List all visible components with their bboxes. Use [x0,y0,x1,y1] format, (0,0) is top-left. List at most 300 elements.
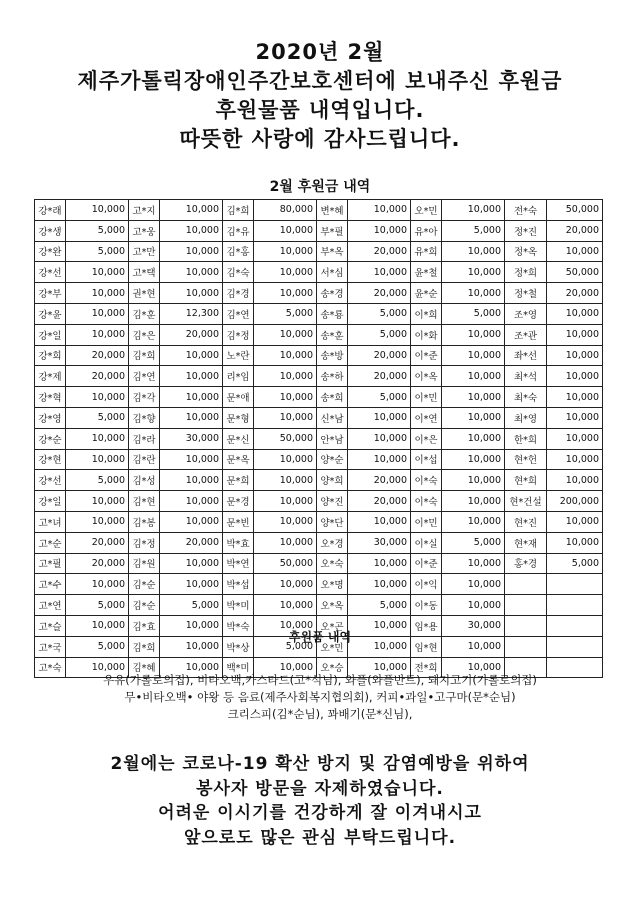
donor-name-cell: 임*현 [411,636,442,657]
donor-name-cell: 문*빈 [223,511,254,532]
donor-name-cell: 고*수 [35,574,66,595]
donation-amount-cell: 10,000 [66,262,129,283]
donor-name-cell: 강*선 [35,262,66,283]
donor-name-cell: 고*택 [129,262,160,283]
donation-amount-cell: 10,000 [160,262,223,283]
donation-amount-cell: 10,000 [160,553,223,574]
donor-name-cell: 고*녀 [35,511,66,532]
donor-name-cell: 부*옥 [317,241,348,262]
donor-name-cell: 강*부 [35,283,66,304]
donation-amount-cell: 10,000 [442,387,505,408]
donation-amount-cell: 10,000 [66,387,129,408]
donor-name-cell: 이*실 [411,532,442,553]
donation-amount-cell: 20,000 [160,324,223,345]
donation-amount-cell: 5,000 [66,470,129,491]
donor-name-cell: 강*일 [35,324,66,345]
donor-name-cell: 송*방 [317,345,348,366]
donation-amount-cell: 10,000 [160,636,223,657]
donor-name-cell: 최*숙 [505,387,547,408]
donation-amount-cell: 10,000 [160,449,223,470]
donation-amount-cell: 50,000 [547,200,603,221]
donor-name-cell: 강*영 [35,407,66,428]
donor-name-cell: 문*형 [223,407,254,428]
table-row [35,407,603,428]
donation-amount-cell: 10,000 [254,657,317,678]
donation-amount-cell: 10,000 [66,511,129,532]
goods-line: 무•비타오백• 야왕 등 음료(제주사회복지협의회), 커피•과일•고구마(문*순님) [124,690,516,704]
message-line: 봉사자 방문을 자제하였습니다. [196,778,444,799]
donation-amount-cell: 10,000 [442,449,505,470]
donor-name-cell: 박*효 [223,532,254,553]
donor-name-cell: 강*완 [35,241,66,262]
title-block [0,38,640,154]
donor-name-cell: 박*섭 [223,574,254,595]
donation-amount-cell: 10,000 [160,615,223,636]
donor-name-cell: 현*재 [505,532,547,553]
donor-name-cell [505,595,547,616]
table-row [35,491,603,512]
donation-amount-cell: 5,000 [348,595,411,616]
donation-amount-cell: 10,000 [66,303,129,324]
donation-amount-cell: 5,000 [547,553,603,574]
donation-amount-cell: 10,000 [66,428,129,449]
donor-name-cell: 리*임 [223,366,254,387]
donor-name-cell: 정*희 [505,262,547,283]
donor-name-cell: 현*헌 [505,449,547,470]
donation-amount-cell: 50,000 [254,553,317,574]
donation-amount-cell: 10,000 [254,324,317,345]
donor-name-cell: 이*화 [411,324,442,345]
donor-name-cell: 이*연 [411,407,442,428]
donation-amount-cell: 10,000 [160,345,223,366]
donor-name-cell: 김*효 [129,615,160,636]
donor-name-cell: 김*경 [223,283,254,304]
donor-name-cell: 양*단 [317,511,348,532]
donation-amount-cell: 10,000 [547,511,603,532]
donor-name-cell: 박*숙 [223,615,254,636]
donation-amount-cell: 10,000 [442,491,505,512]
message-line: 2월에는 코로나-19 확산 방지 및 감염예방을 위하여 [110,754,530,774]
donation-amount-cell: 20,000 [547,283,603,304]
donor-name-cell: 강*일 [35,491,66,512]
donation-amount-cell: 20,000 [547,220,603,241]
donor-name-cell: 고*연 [35,595,66,616]
donation-amount-cell: 5,000 [66,595,129,616]
table-row [35,595,603,616]
donation-amount-cell: 10,000 [348,428,411,449]
donation-amount-cell: 10,000 [442,636,505,657]
donation-amount-cell: 5,000 [66,220,129,241]
title-line: 제주가톨릭장애인주간보호센터에 보내주신 후원금 [77,69,563,93]
donation-table-body [35,200,603,678]
table-row [35,262,603,283]
donor-name-cell: 고*순 [35,532,66,553]
table-row [35,200,603,221]
donation-amount-cell: 20,000 [348,345,411,366]
donor-name-cell: 이*준 [411,553,442,574]
donor-name-cell: 김*원 [129,553,160,574]
donation-amount-cell: 10,000 [254,574,317,595]
donor-name-cell: 부*필 [317,220,348,241]
donation-amount-cell: 200,000 [547,491,603,512]
donation-amount-cell: 10,000 [254,470,317,491]
donation-amount-cell: 10,000 [442,366,505,387]
donor-name-cell: 문*경 [223,491,254,512]
donation-amount-cell: 10,000 [547,241,603,262]
donation-amount-cell: 10,000 [442,407,505,428]
donor-name-cell: 이*숙 [411,491,442,512]
table-row [35,449,603,470]
table-row [35,345,603,366]
donation-amount-cell: 10,000 [348,262,411,283]
donation-amount-cell: 10,000 [254,387,317,408]
donor-name-cell: 유*아 [411,220,442,241]
donation-amount-cell: 10,000 [348,574,411,595]
donation-amount-cell: 5,000 [442,532,505,553]
donation-amount-cell: 10,000 [547,387,603,408]
donation-amount-cell: 10,000 [254,262,317,283]
donation-amount-cell: 10,000 [66,324,129,345]
donor-name-cell: 양*진 [317,491,348,512]
donation-amount-cell: 10,000 [547,532,603,553]
donation-amount-cell: 5,000 [442,220,505,241]
donation-amount-cell: 10,000 [254,532,317,553]
donor-name-cell: 정*철 [505,283,547,304]
donor-name-cell: 유*희 [411,241,442,262]
donation-amount-cell: 20,000 [66,366,129,387]
donor-name-cell: 이*민 [411,511,442,532]
donation-amount-cell: 10,000 [66,449,129,470]
donor-name-cell: 강*래 [35,200,66,221]
donation-amount-cell: 10,000 [442,553,505,574]
donor-name-cell: 강*생 [35,220,66,241]
donor-name-cell: 문*옥 [223,449,254,470]
donor-name-cell: 고*필 [35,553,66,574]
donor-name-cell: 현*희 [505,470,547,491]
donor-name-cell: 송*룡 [317,303,348,324]
donor-name-cell: 조*영 [505,303,547,324]
donor-name-cell: 이*익 [411,574,442,595]
donor-name-cell: 강*희 [35,345,66,366]
donor-name-cell: 오*민 [317,636,348,657]
donor-name-cell: 문*애 [223,387,254,408]
donor-name-cell: 이*은 [411,428,442,449]
donor-name-cell: 오*옥 [317,595,348,616]
donation-amount-cell: 10,000 [160,387,223,408]
donation-amount-cell: 10,000 [160,220,223,241]
donation-amount-cell: 10,000 [66,657,129,678]
donor-name-cell: 신*남 [317,407,348,428]
donation-amount-cell: 10,000 [160,407,223,428]
donation-amount-cell: 5,000 [348,324,411,345]
donation-amount-cell: 10,000 [160,574,223,595]
donor-name-cell: 백*미 [223,657,254,678]
donation-amount-cell: 10,000 [547,449,603,470]
donation-amount-cell: 10,000 [547,345,603,366]
donor-name-cell: 좌*선 [505,345,547,366]
goods-heading: 후원품 내역 [288,630,352,644]
donation-amount-cell: 5,000 [348,387,411,408]
donor-name-cell: 강*혁 [35,387,66,408]
donation-amount-cell: 10,000 [547,470,603,491]
donor-name-cell: 김*희 [129,636,160,657]
donation-amount-cell: 10,000 [442,200,505,221]
goods-list [0,672,640,723]
table-row [35,283,603,304]
donation-amount-cell: 10,000 [348,220,411,241]
donor-name-cell: 송*하 [317,366,348,387]
table-row [35,574,603,595]
donor-name-cell: 김*봉 [129,511,160,532]
title-line: 2020년 2월 [255,40,385,64]
donor-name-cell: 김*순 [129,595,160,616]
donation-amount-cell: 10,000 [442,324,505,345]
donation-amount-cell: 30,000 [160,428,223,449]
donation-amount-cell: 10,000 [547,407,603,428]
donation-amount-cell: 10,000 [348,511,411,532]
donor-name-cell: 김*연 [129,366,160,387]
table-row [35,511,603,532]
donor-name-cell: 강*선 [35,470,66,491]
donor-name-cell: 송*훈 [317,324,348,345]
donor-name-cell: 김*란 [129,449,160,470]
donation-amount-cell: 10,000 [547,303,603,324]
donor-name-cell [505,574,547,595]
donation-amount-cell: 10,000 [254,241,317,262]
donation-amount-cell: 5,000 [254,636,317,657]
donor-name-cell: 김*유 [223,220,254,241]
donor-name-cell: 김*각 [129,387,160,408]
donation-amount-cell: 10,000 [160,366,223,387]
donation-amount-cell: 50,000 [547,262,603,283]
message-line: 어려운 이시기를 건강하게 잘 이겨내시고 [158,803,482,823]
donation-amount-cell: 10,000 [442,241,505,262]
donor-name-cell: 정*옥 [505,241,547,262]
donor-name-cell: 이*섭 [411,449,442,470]
donor-name-cell: 송*경 [317,283,348,304]
donation-amount-cell: 10,000 [442,574,505,595]
donor-name-cell: 고*슬 [35,615,66,636]
donor-name-cell: 김*성 [129,470,160,491]
donation-amount-cell: 10,000 [254,449,317,470]
donor-name-cell: 전*숙 [505,200,547,221]
table-row [35,303,603,324]
donation-amount-cell: 20,000 [348,470,411,491]
donation-amount-cell: 5,000 [254,303,317,324]
donation-amount-cell: 10,000 [442,511,505,532]
donor-name-cell: 양*순 [317,449,348,470]
donation-amount-cell: 5,000 [348,303,411,324]
donor-name-cell: 고*숙 [35,657,66,678]
donation-amount-cell: 10,000 [254,220,317,241]
donor-name-cell: 정*진 [505,220,547,241]
donation-amount-cell: 10,000 [348,407,411,428]
donation-amount-cell: 10,000 [348,449,411,470]
donation-amount-cell: 10,000 [160,283,223,304]
donation-amount-cell: 10,000 [348,636,411,657]
donor-name-cell: 김*순 [129,574,160,595]
donation-amount-cell: 12,300 [160,303,223,324]
donation-amount-cell: 20,000 [348,366,411,387]
donation-amount-cell: 10,000 [66,200,129,221]
donation-amount-cell: 10,000 [442,470,505,491]
donation-amount-cell: 10,000 [66,615,129,636]
donor-name-cell: 박*상 [223,636,254,657]
donation-amount-cell: 10,000 [160,200,223,221]
donation-amount-cell: 50,000 [254,428,317,449]
table-row [35,324,603,345]
table-row [35,532,603,553]
donation-amount-cell: 20,000 [348,283,411,304]
donor-name-cell: 송*희 [317,387,348,408]
donation-amount-cell: 10,000 [254,615,317,636]
table-row [35,387,603,408]
donor-name-cell: 고*국 [35,636,66,657]
donor-name-cell: 강*순 [35,428,66,449]
donor-name-cell: 오*승 [317,657,348,678]
donation-amount-cell: 10,000 [160,491,223,512]
donor-name-cell: 이*동 [411,595,442,616]
donor-name-cell: 박*연 [223,553,254,574]
donation-amount-cell: 10,000 [442,657,505,678]
donation-amount-cell: 10,000 [442,345,505,366]
donation-amount-cell: 10,000 [66,283,129,304]
donation-amount-cell: 10,000 [348,615,411,636]
donation-amount-cell: 10,000 [254,366,317,387]
donor-name-cell: 김*희 [223,200,254,221]
table-row [35,428,603,449]
donation-heading: 2월 후원금 내역 [269,179,371,195]
donor-name-cell: 서*심 [317,262,348,283]
table-row [35,470,603,491]
donation-amount-cell: 10,000 [160,657,223,678]
table-row [35,366,603,387]
donor-name-cell: 박*미 [223,595,254,616]
table-row [35,553,603,574]
donation-amount-cell: 10,000 [254,511,317,532]
donation-amount-cell: 10,000 [254,345,317,366]
table-row [35,220,603,241]
donation-amount-cell [547,574,603,595]
donation-amount-cell: 20,000 [66,345,129,366]
donor-name-cell: 김*정 [223,324,254,345]
donor-name-cell: 홍*경 [505,553,547,574]
donor-name-cell: 오*민 [411,200,442,221]
donor-name-cell: 강*윤 [35,303,66,324]
donation-amount-cell: 10,000 [254,283,317,304]
donation-amount-cell: 5,000 [66,241,129,262]
donor-name-cell: 전*희 [411,657,442,678]
donor-name-cell: 권*현 [129,283,160,304]
donor-name-cell: 오*곤 [317,615,348,636]
donor-name-cell: 최*영 [505,407,547,428]
donation-amount-cell: 10,000 [442,428,505,449]
donor-name-cell: 윤*철 [411,262,442,283]
title-line: 후원물품 내역입니다. [215,98,425,122]
donation-amount-cell: 20,000 [348,241,411,262]
donor-name-cell: 이*옥 [411,366,442,387]
donation-amount-cell: 10,000 [254,595,317,616]
donor-name-cell: 안*남 [317,428,348,449]
donor-name-cell: 오*명 [317,574,348,595]
donation-table [34,199,603,678]
donor-name-cell: 오*숙 [317,553,348,574]
donor-name-cell: 현*건설 [505,491,547,512]
donor-name-cell: 오*경 [317,532,348,553]
donor-name-cell: 이*희 [411,303,442,324]
donation-amount-cell: 20,000 [66,553,129,574]
donation-amount-cell [547,595,603,616]
donation-amount-cell: 30,000 [348,532,411,553]
donation-amount-cell: 20,000 [348,491,411,512]
donation-amount-cell: 10,000 [160,470,223,491]
donation-amount-cell: 10,000 [547,324,603,345]
goods-line: 우유(가롤로의집), 비타오백,카스타드(고*석님), 와플(와플반트), 돼지고기(가롤로의집) [103,673,537,687]
message-block [0,752,640,850]
donation-amount-cell: 10,000 [66,574,129,595]
donor-name-cell: 이*준 [411,345,442,366]
donor-name-cell: 한*희 [505,428,547,449]
donation-amount-cell: 5,000 [66,636,129,657]
donor-name-cell: 윤*순 [411,283,442,304]
donor-name-cell: 고*만 [129,241,160,262]
donor-name-cell: 문*희 [223,470,254,491]
donation-amount-cell: 10,000 [254,407,317,428]
donor-name-cell: 고*웅 [129,220,160,241]
title-line: 따뜻한 사랑에 감사드립니다. [179,127,461,151]
donor-name-cell: 김*홍 [223,241,254,262]
donation-amount-cell: 30,000 [442,615,505,636]
donor-name-cell: 김*혜 [129,657,160,678]
donor-name-cell: 김*은 [129,324,160,345]
donor-name-cell: 김*현 [129,491,160,512]
donor-name-cell: 이*민 [411,387,442,408]
donor-name-cell: 노*란 [223,345,254,366]
donor-name-cell: 김*정 [129,532,160,553]
donor-name-cell: 김*라 [129,428,160,449]
donation-amount-cell: 20,000 [66,532,129,553]
donor-name-cell: 강*제 [35,366,66,387]
table-row [35,241,603,262]
donor-name-cell: 양*희 [317,470,348,491]
donor-name-cell: 김*희 [129,345,160,366]
donor-name-cell: 현*진 [505,511,547,532]
donor-name-cell: 이*숙 [411,470,442,491]
goods-line: 크리스피(김*순님), 꽈배기(문*신님), [227,707,413,721]
donor-name-cell: 고*지 [129,200,160,221]
donation-amount-cell: 5,000 [66,407,129,428]
donation-amount-cell: 10,000 [348,553,411,574]
donor-name-cell: 김*연 [223,303,254,324]
donor-name-cell: 변*혜 [317,200,348,221]
donation-amount-cell: 10,000 [348,200,411,221]
donor-name-cell: 김*훈 [129,303,160,324]
donor-name-cell: 김*향 [129,407,160,428]
donor-name-cell: 강*현 [35,449,66,470]
message-line: 앞으로도 많은 관심 부탁드립니다. [183,827,457,848]
donor-name-cell: 김*숙 [223,262,254,283]
donation-amount-cell: 10,000 [160,241,223,262]
donation-amount-cell: 10,000 [66,491,129,512]
donor-name-cell: 임*용 [411,615,442,636]
donor-name-cell: 최*석 [505,366,547,387]
donation-amount-cell: 10,000 [547,428,603,449]
donation-amount-cell: 10,000 [442,262,505,283]
donation-amount-cell: 5,000 [160,595,223,616]
donor-name-cell: 문*신 [223,428,254,449]
donation-amount-cell: 10,000 [442,283,505,304]
donation-amount-cell: 20,000 [160,532,223,553]
